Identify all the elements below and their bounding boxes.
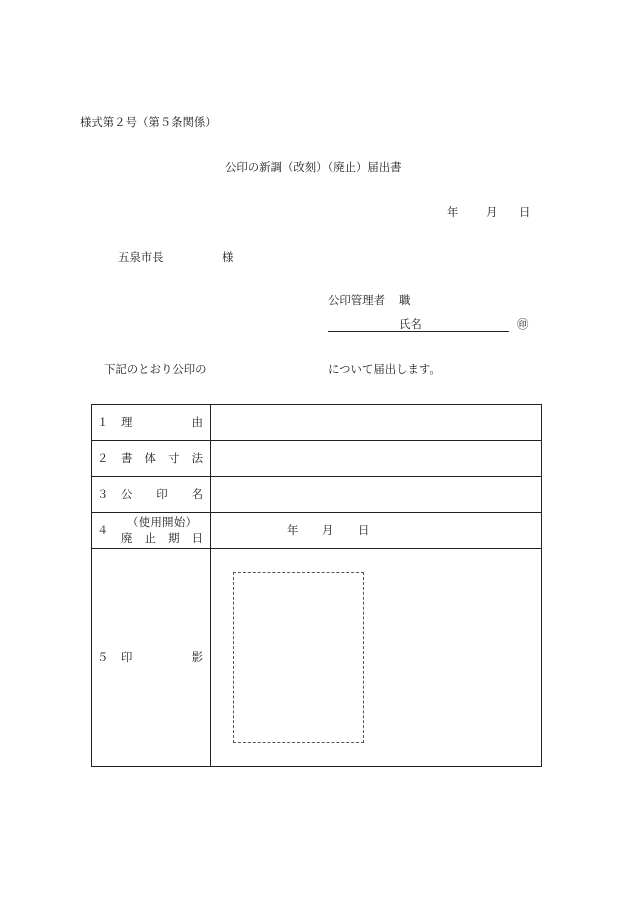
applicant-role-label: 公印管理者 — [328, 295, 385, 307]
value-date-year-label: 年 — [287, 524, 299, 537]
value-cell-seal-impression — [211, 549, 541, 766]
seal-mark-icon: ㊞ — [517, 319, 529, 331]
row-number: １ — [97, 416, 109, 429]
label-char: 理 — [121, 416, 133, 429]
label-char: 印 — [121, 651, 133, 664]
label-char: 由 — [191, 416, 203, 429]
table-row-reason — [92, 405, 541, 441]
label-cell — [92, 405, 211, 440]
table-row-seal-name — [92, 477, 541, 513]
addressee-honorific: 様 — [222, 252, 234, 264]
label-char: 用 — [150, 516, 162, 529]
table-row-seal-impression — [92, 549, 541, 766]
label-char: 体 — [144, 452, 156, 465]
label-char: 止 — [144, 532, 156, 545]
label-char: 始 — [173, 516, 186, 529]
row-label-reason — [121, 417, 203, 429]
label-char: 期 — [168, 532, 180, 545]
label-cell — [92, 513, 211, 548]
label-char: 公 — [121, 488, 133, 501]
label-char: ） — [185, 516, 197, 529]
row-label-seal-impression — [121, 652, 203, 664]
statement-before: 下記のとおり公印の — [104, 364, 207, 376]
row-label-seal-name — [121, 489, 203, 501]
label-cell — [92, 549, 211, 766]
applicant-name-underline — [328, 331, 509, 332]
value-cell-seal-name — [211, 477, 541, 512]
label-cell — [92, 477, 211, 512]
label-char: 廃 — [121, 532, 133, 545]
label-char: 名 — [191, 488, 203, 501]
row-number: ３ — [97, 488, 109, 501]
value-cell-date — [211, 513, 541, 548]
value-date-month-label: 月 — [322, 524, 334, 537]
addressee-name: 五泉市長 — [118, 252, 164, 264]
label-cell — [92, 441, 211, 476]
row-label-typeface-size — [121, 453, 203, 465]
applicant-position-label: 職 — [399, 295, 411, 307]
applicant-name-label: 氏名 — [399, 319, 422, 331]
form-number: 様式第２号（第５条関係） — [80, 117, 217, 129]
value-cell-typeface-size — [211, 441, 541, 476]
date-year-label: 年 — [447, 207, 459, 219]
statement-after: について届出します。 — [328, 364, 441, 376]
label-char: （ — [127, 516, 139, 529]
label-char: 日 — [191, 532, 203, 545]
row-label-date-bottom — [121, 533, 203, 545]
label-char: 書 — [121, 452, 133, 465]
row-number: ４ — [97, 524, 109, 537]
row-label-date — [92, 517, 210, 545]
form-table — [91, 404, 542, 767]
label-char: 使 — [138, 516, 151, 529]
label-char: 寸 — [168, 452, 180, 465]
date-month-label: 月 — [486, 207, 498, 219]
value-date-day-label: 日 — [358, 524, 370, 537]
row-label-date-top — [127, 517, 197, 529]
form-title: 公印の新調（改刻）（廃止）届出書 — [225, 162, 402, 174]
seal-impression-box — [233, 572, 364, 743]
label-char: 影 — [191, 651, 203, 664]
label-char: 法 — [191, 452, 203, 465]
label-char: 印 — [156, 488, 168, 501]
table-row-date — [92, 513, 541, 549]
date-day-label: 日 — [519, 207, 531, 219]
row-number: ５ — [97, 651, 109, 664]
value-cell-reason — [211, 405, 541, 440]
row-number: ２ — [97, 452, 109, 465]
label-char: 開 — [162, 516, 174, 529]
table-row-typeface-size — [92, 441, 541, 477]
